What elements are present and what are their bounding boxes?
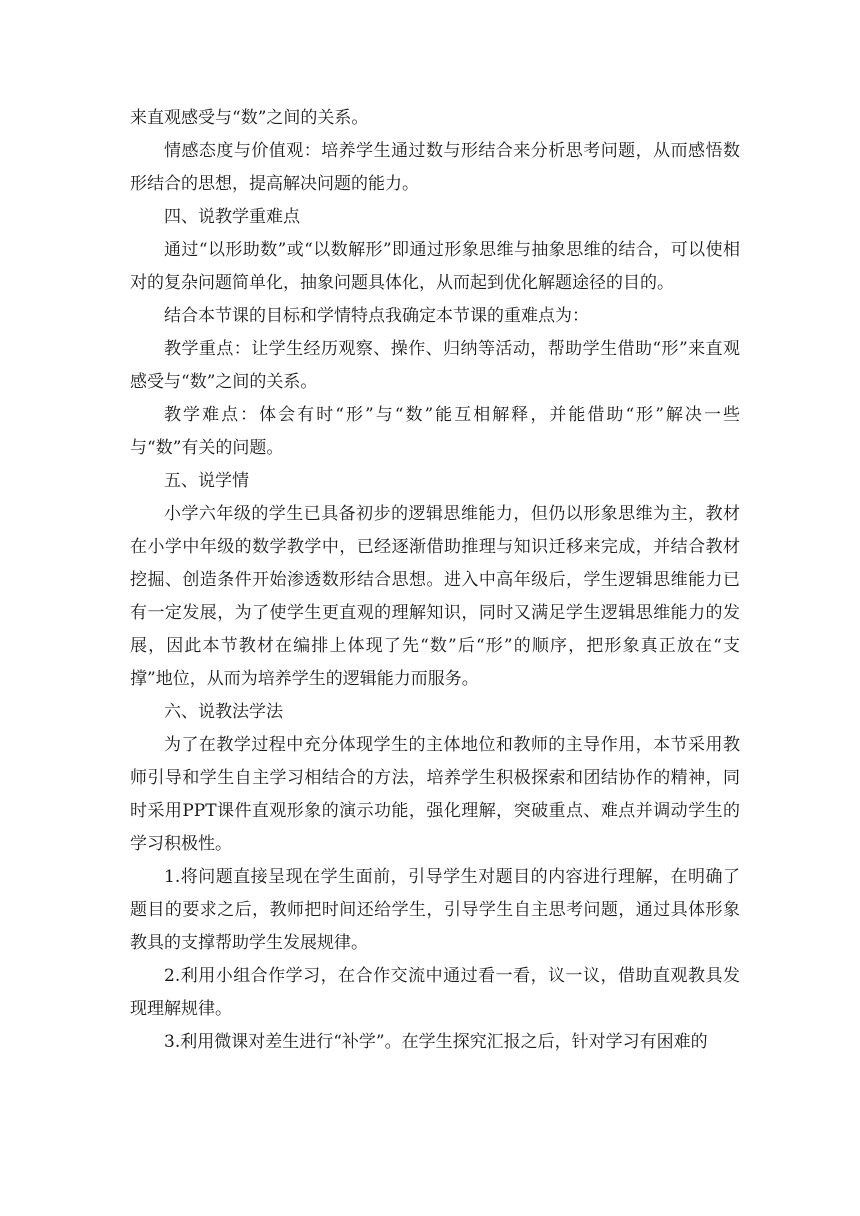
section-heading-methods: 六、说教法学法 <box>164 702 283 722</box>
document-body <box>130 102 740 1059</box>
paragraph-continuation: 来直观感受与“数”之间的关系。 <box>130 108 369 128</box>
paragraph-teaching-focus: 教学重点：让学生经历观察、操作、归纳等活动，帮助学生借助“形”来直观感受与“数”之间的关系。 <box>130 339 740 392</box>
list-item-3: 3.利用微课对差生进行“补学”。在学生探究汇报之后，针对学习有困难的 <box>164 1032 708 1052</box>
paragraph-number-shape: 通过“以形助数”或“以数解形”即通过形象思维与抽象思维的结合，可以使相对的复杂问题简单化，抽象问题具体化，从而起到优化解题途径的目的。 <box>130 240 740 293</box>
list-item-2: 2.利用小组合作学习，在合作交流中通过看一看，议一议，借助直观教具发现理解规律。 <box>130 966 740 1019</box>
paragraph-methods: 为了在教学过程中充分体现学生的主体地位和教师的主导作用，本节采用教师引导和学生自主学习相结合的方法，培养学生积极探索和团结协作的精神，同时采用PPT课件直观形象的演示功能，强化理解，突破重点、难点并调动学生的学习积极性。 <box>130 735 740 854</box>
section-heading-student-analysis: 五、说学情 <box>164 471 249 491</box>
list-item-1: 1.将问题直接呈现在学生面前，引导学生对题目的内容进行理解，在明确了题目的要求之后，教师把时间还给学生，引导学生自主思考问题，通过具体形象教具的支撑帮助学生发展规律。 <box>130 867 740 953</box>
paragraph-teaching-difficulty: 教学难点：体会有时“形”与“数”能互相解释，并能借助“形”解决一些与“数”有关的问题。 <box>130 405 740 458</box>
section-heading-key-points: 四、说教学重难点 <box>164 207 300 227</box>
paragraph-values-attitude: 情感态度与价值观：培养学生通过数与形结合来分析思考问题，从而感悟数形结合的思想，提高解决问题的能力。 <box>130 141 740 194</box>
paragraph-combine-goals: 结合本节课的目标和学情特点我确定本节课的重难点为： <box>164 306 589 326</box>
paragraph-student-analysis: 小学六年级的学生已具备初步的逻辑思维能力，但仍以形象思维为主，教材在小学中年级的数学教学中，已经逐渐借助推理与知识迁移来完成，并结合教材挖掘、创造条件开始渗透数形结合思想。进入中高年级后，学生逻辑思维能力已有一定发展，为了使学生更直观的理解知识，同时又满足学生逻辑思维能力的发展，因此本节教材在编排上体现了先“数”后“形”的顺序，把形象真正放在“支撑”地位，从而为培养学生的逻辑能力而服务。 <box>130 504 741 689</box>
